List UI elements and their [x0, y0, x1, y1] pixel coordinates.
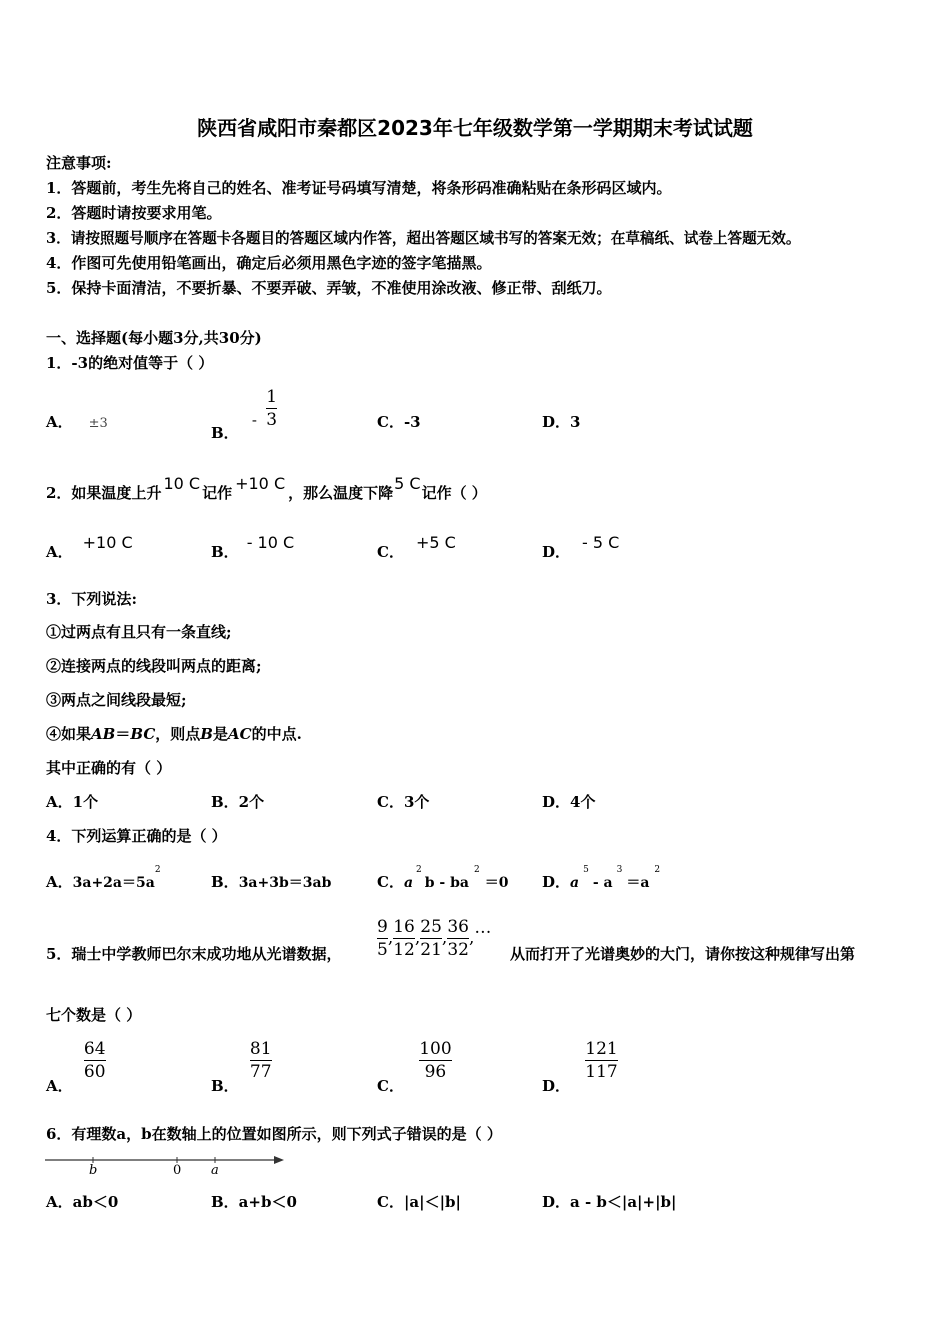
option-label: D．: [542, 873, 571, 891]
numerator: 9: [377, 917, 388, 937]
option-label: C．: [377, 1076, 404, 1095]
option-expr: b - ba: [424, 875, 469, 891]
exponent: 2: [416, 865, 422, 875]
label-0: 0: [173, 1163, 182, 1178]
label-a: a: [211, 1163, 219, 1178]
option-c: [377, 1038, 452, 1095]
ellipsis: …: [474, 918, 492, 938]
fraction: [84, 1038, 106, 1083]
option-expr: 3a+3b＝3ab: [238, 875, 332, 891]
stem-text: 2．如果温度上升: [46, 484, 162, 502]
option-d: [542, 1038, 618, 1095]
option-expr: ＝0: [484, 875, 509, 891]
numerator: 25: [420, 917, 442, 937]
option-value: - 10 C: [246, 533, 295, 552]
numerator: 16: [393, 917, 415, 937]
option-c: C．-3: [377, 413, 421, 431]
numerator: 81: [249, 1039, 272, 1059]
math-temp: 10 C: [163, 474, 201, 493]
math-var: AB: [91, 725, 116, 743]
comma: ,: [441, 928, 448, 948]
option-b: B．2个: [211, 793, 265, 811]
option-expr: ＝a: [626, 875, 650, 891]
section-heading: 一、选择题(每小题3分,共30分): [46, 329, 262, 347]
stem-text: 记作（ ）: [421, 484, 487, 502]
option-b: B．a+b＜0: [211, 1193, 297, 1211]
question-stem: 6．有理数a，b在数轴上的位置如图所示，则下列式子错误的是（ ）: [46, 1125, 502, 1143]
stem-text: ，那么温度下降: [288, 484, 394, 502]
numerator: 36: [447, 917, 469, 937]
option-value: - 5 C: [582, 533, 620, 552]
exponent: 2: [473, 865, 480, 875]
label-b: b: [89, 1163, 98, 1178]
option-label: D．: [542, 543, 571, 561]
notice-item: 3．请按照题号顺序在答题卡各题目的答题区域内作答，超出答题区域书写的答案无效；在草稿纸、试卷上答题无效。: [46, 230, 801, 247]
stem-text: ④如果: [46, 725, 92, 743]
option-label: A．: [46, 1076, 73, 1095]
option-c: C．|a|＜|b|: [377, 1193, 461, 1211]
axis-arrow: [274, 1156, 284, 1164]
fraction: [250, 1038, 272, 1083]
fraction: [585, 1038, 617, 1083]
exponent: 3: [616, 865, 623, 875]
numerator: 1: [266, 387, 278, 407]
option-b: [211, 386, 278, 442]
option-value: +10 C: [82, 533, 133, 552]
denominator: 3: [266, 410, 278, 430]
fraction: [393, 916, 415, 961]
option-expr: 3a+2a＝5a: [72, 875, 155, 891]
option-d: D．4个: [542, 793, 596, 811]
option-label: A．: [46, 543, 73, 561]
math-var: AC: [227, 725, 252, 743]
exponent: 2: [654, 865, 661, 875]
question-stem: 1．-3的绝对值等于（ ）: [46, 354, 214, 372]
stem-text: ＝: [115, 725, 131, 743]
denominator: 12: [393, 940, 415, 960]
numerator: 100: [419, 1039, 452, 1059]
denominator: 21: [420, 940, 442, 960]
statement: ②连接两点的线段叫两点的距离;: [46, 657, 262, 675]
option-label: C．: [377, 543, 404, 561]
statement: [46, 723, 302, 744]
option-a: [46, 533, 133, 562]
question-stem: 3．下列说法:: [46, 590, 137, 608]
option-a: A．ab＜0: [46, 1193, 119, 1211]
option-a: [46, 411, 108, 432]
statement: ③两点之间线段最短;: [46, 691, 187, 709]
denominator: 96: [424, 1062, 447, 1082]
denominator: 5: [377, 940, 388, 960]
denominator: 117: [585, 1062, 618, 1082]
question-stem-line2: 七个数是（ ）: [46, 1006, 142, 1024]
exponent: 2: [154, 865, 161, 875]
math-var: a: [570, 875, 580, 891]
denominator: 77: [249, 1062, 272, 1082]
option-label: B．: [211, 423, 239, 442]
stem-text: 记作: [202, 484, 233, 502]
stem-text: 是: [212, 725, 228, 743]
option-label: B．: [211, 1076, 239, 1095]
fraction: [419, 1038, 451, 1083]
option-label: C．: [377, 873, 404, 891]
option-label: A．: [46, 413, 73, 431]
question-ask: 其中正确的有（ ）: [46, 759, 172, 777]
question-stem: 5．瑞士中学教师巴尔末成功地从光谱数据，: [46, 945, 342, 963]
option-b: [211, 871, 331, 892]
notice-item: 4．作图可先使用铅笔画出，确定后必须用黑色字迹的签字笔描黑。: [46, 254, 492, 272]
option-d: [542, 865, 661, 892]
option-d: D．3: [542, 413, 581, 431]
option-label: D．: [542, 1076, 571, 1095]
option-b: [211, 533, 295, 562]
denominator: 60: [83, 1062, 106, 1082]
statement: ①过两点有且只有一条直线;: [46, 623, 232, 641]
sequence: [377, 916, 491, 961]
notice-item: 5．保持卡面清洁，不要折暴、不要弄破、弄皱，不准使用涂改液、修正带、刮纸刀。: [46, 279, 612, 297]
numerator: 121: [585, 1039, 618, 1059]
option-c: [377, 533, 456, 562]
option-a: A．1个: [46, 793, 99, 811]
option-d: D．a - b＜|a|+|b|: [542, 1193, 677, 1211]
option-label: A．: [46, 873, 73, 891]
comma: ,: [387, 928, 394, 948]
option-a: [46, 865, 161, 892]
option-d: [542, 533, 620, 562]
math-temp: 5 C: [394, 474, 421, 493]
comma: ,: [414, 928, 421, 948]
stem-text: 的中点.: [251, 725, 302, 743]
stem-text: ，则点: [155, 725, 201, 743]
option-value: +5 C: [415, 533, 456, 552]
option-value: ±3: [88, 416, 108, 431]
page-title: 陕西省咸阳市秦都区2023年七年级数学第一学期期末考试试题: [197, 116, 753, 140]
option-label: B．: [211, 543, 239, 561]
math-var: a: [403, 875, 414, 891]
fraction: [420, 916, 442, 961]
exponent: 5: [583, 865, 589, 875]
option-c: C．3个: [377, 793, 430, 811]
option-label: B．: [211, 873, 239, 891]
option-c: [377, 865, 509, 892]
notice-heading: 注意事项:: [46, 154, 112, 172]
number-line: [40, 1150, 290, 1180]
option-b: [211, 1038, 272, 1095]
fraction: [377, 916, 388, 961]
numerator: 64: [83, 1039, 106, 1059]
question-stem-tail: 从而打开了光谱奥妙的大门，请你按这种规律写出第: [510, 945, 856, 963]
option-expr: - a: [592, 875, 613, 891]
notice-item: 1．答题前，考生先将自己的姓名、准考证号码填写清楚，将条形码准确粘贴在条形码区域内。: [46, 179, 672, 197]
math-temp: +10 C: [235, 474, 286, 493]
math-var: B: [200, 725, 213, 743]
denominator: 32: [447, 940, 469, 960]
fraction: [447, 916, 469, 961]
question-stem: 4．下列运算正确的是（ ）: [46, 827, 227, 845]
option-a: [46, 1038, 106, 1095]
question-stem: [46, 474, 487, 503]
math-var: BC: [130, 725, 156, 743]
comma: ,: [468, 928, 475, 948]
notice-item: 2．答题时请按要求用笔。: [46, 204, 222, 222]
fraction: [266, 386, 277, 431]
minus-sign: -: [251, 410, 257, 429]
